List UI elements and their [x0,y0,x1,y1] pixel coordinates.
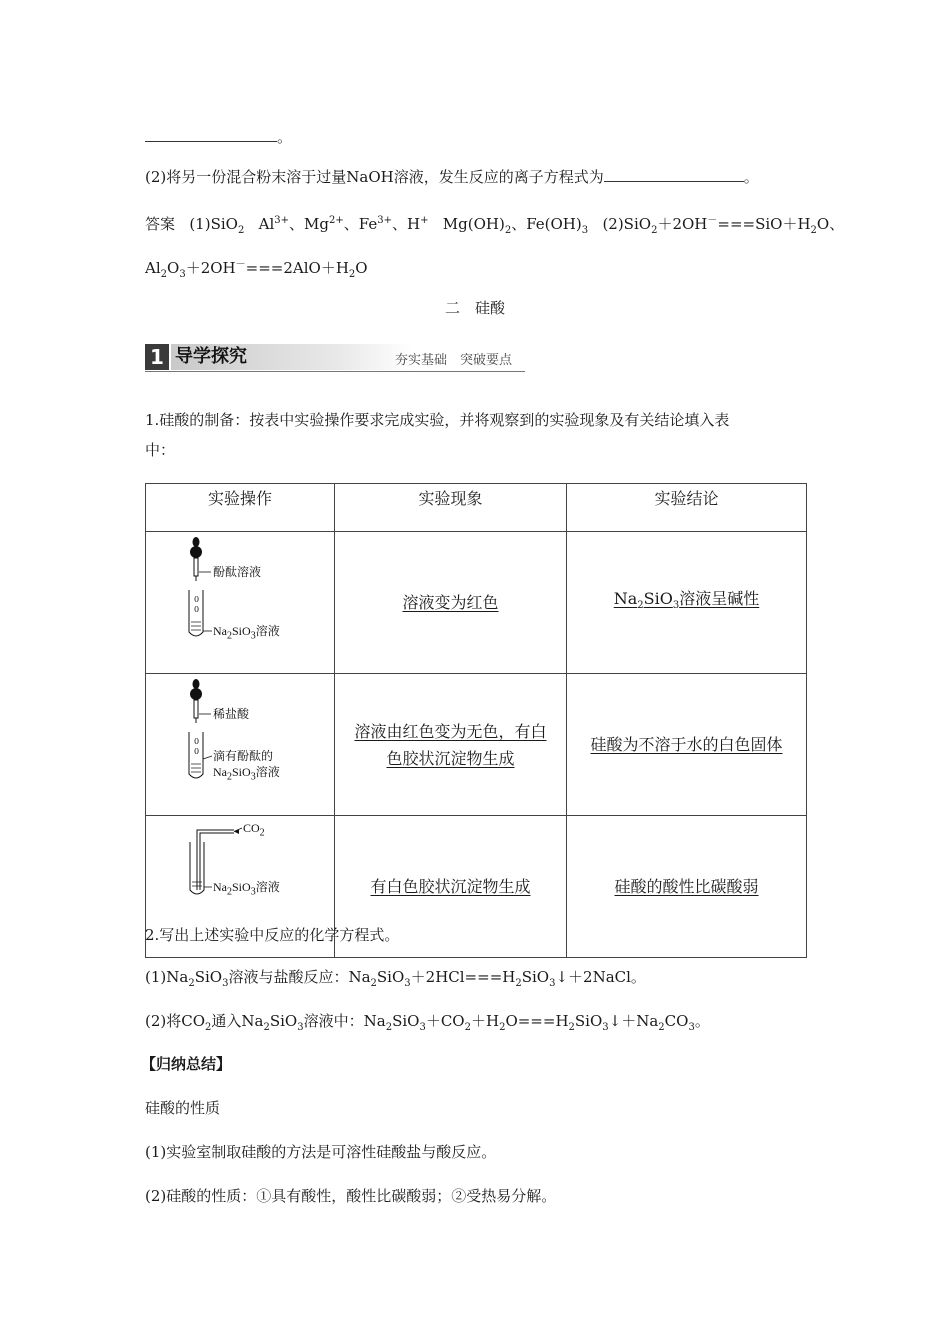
summary-item-1: (1)实验室制取硅酸的方法是可溶性硅酸盐与酸反应。 [145,1143,497,1161]
answer-line-2: $Al_2O_3+2OH^-===2AlO+H_2O$ [145,259,368,280]
equation-2: (2)将$CO_2$通入$Na_2SiO_3$溶液中：$Na_2SiO_3+CO_2+H_2O===H_2SiO_3↓+Na_2CO_3$。 [145,1012,710,1033]
section-banner [145,342,525,372]
header-conclusion: 实验结论 [567,484,807,532]
summary-heading: 【归纳总结】 [141,1055,232,1073]
fill-blank [604,167,744,182]
solution-label: $Na_2SiO_3$溶液 [213,624,280,642]
answer-line-1: 答案 (1)SiO$_2$ $Al^{3+}$、$Mg^{2+}$、$Fe^{3+}$、H+ $Mg(OH)_2$、$Fe(OH)_3$ $(2)SiO_2+2OH^-===SiO+H_2O$、 [145,215,845,236]
phenomenon-cell: 溶液由红色变为无色，有白 色胶状沉淀物生成 [335,674,567,816]
banner-subtitle: 夯实基础 突破要点 [395,353,513,368]
phenomenon-cell: 溶液变为红色 [335,532,567,674]
answer-blank-line: 。 [145,126,292,148]
solution-label-top: 滴有酚酞的 [213,749,274,763]
table-header-row [146,484,807,532]
reagent-label: 稀盐酸 [213,707,250,721]
apparatus-drawing [146,532,334,673]
svg-text:0: 0 [194,737,200,746]
table-row [146,532,807,674]
operation-cell [146,674,335,816]
intro-line-1: 1.硅酸的制备：按表中实验操作要求完成实验，并将观察到的实验现象及有关结论填入表 [145,411,730,429]
banner-title: 导学探究 [175,346,247,367]
operation-cell [146,532,335,674]
svg-text:0: 0 [194,605,200,614]
section-title: 二 硅酸 [444,299,505,317]
question-2: (2)将另一份混合粉末溶于过量NaOH溶液，发生反应的离子方程式为 。 [145,168,759,186]
intro-line-2: 中： [145,441,176,459]
question-2-title: 2.写出上述实验中反应的化学方程式。 [145,926,400,944]
dropper-test-tube-diagram [146,532,334,673]
summary-subheading: 硅酸的性质 [145,1099,221,1117]
header-operation: 实验操作 [146,484,335,532]
banner-rule [145,371,525,372]
conclusion-cell: 硅酸的酸性比碳酸弱 [567,816,807,958]
solution-label: $Na_2SiO_3$溶液 [213,765,280,783]
gas-label: $CO_2$ [243,821,265,839]
apparatus-drawing [146,674,334,815]
conclusion-cell: 硅酸为不溶于水的白色固体 [567,674,807,816]
banner-number: 1 [145,344,169,370]
experiment-table [145,483,807,958]
phenomenon-cell: 有白色胶状沉淀物生成 [335,816,567,958]
summary-item-2: (2)硅酸的性质：①具有酸性，酸性比碳酸弱；②受热易分解。 [145,1187,557,1205]
fill-blank [145,127,277,142]
header-phenomenon: 实验现象 [335,484,567,532]
table-row [146,674,807,816]
svg-text:0: 0 [194,747,200,756]
equation-1: $(1)Na_2SiO_3$溶液与盐酸反应：$Na_2SiO_3+2HCl===H_2SiO_3↓+2NaCl$。 [145,968,646,989]
conclusion-cell: $Na_2SiO_3$溶液呈碱性 [567,532,807,674]
dropper-test-tube-diagram [146,674,334,815]
reagent-label: 酚酞溶液 [213,565,262,579]
svg-text:0: 0 [194,595,200,604]
solution-label: $Na_2SiO_3$溶液 [213,880,280,898]
